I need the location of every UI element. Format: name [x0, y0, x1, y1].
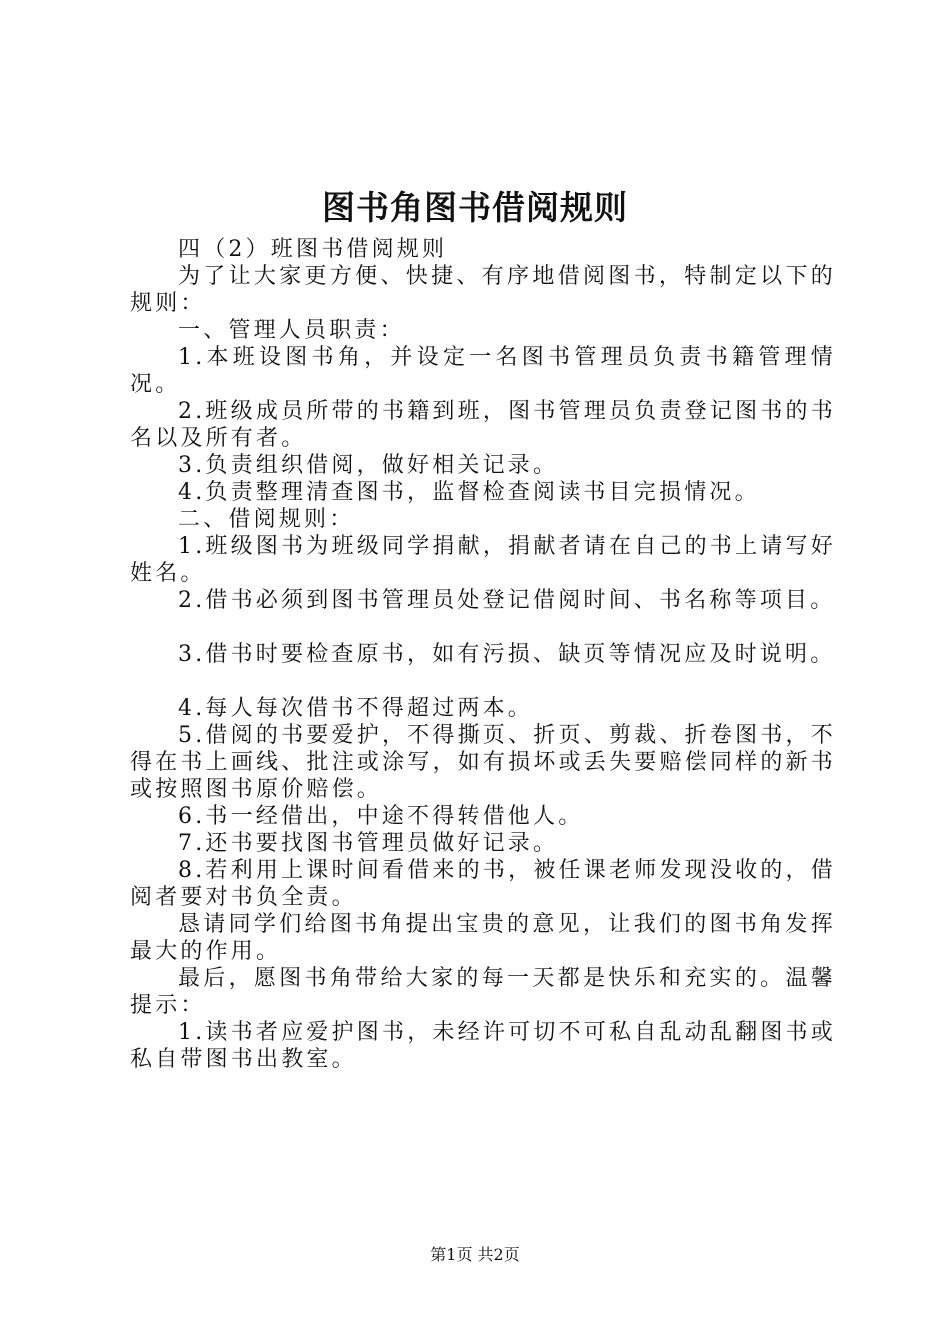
section-heading-borrowing-rules: 二、借阅规则：	[178, 507, 355, 532]
section-heading-manager-duties: 一、管理人员职责：	[178, 318, 405, 343]
list-item: 3.借书时要检查原书，如有污损、缺页等情况应及时说明。	[178, 642, 836, 667]
list-item: 3.负责组织借阅，做好相关记录。	[178, 453, 559, 478]
paragraph-intro: 为了让大家更方便、快捷、有序地借阅图书，特制定以下的规则：	[130, 264, 836, 316]
document-body	[130, 236, 836, 1073]
list-item: 1.本班设图书角，并设定一名图书管理员负责书籍管理情况。	[130, 345, 836, 397]
list-item: 7.还书要找图书管理员做好记录。	[178, 831, 559, 856]
list-item: 4.负责整理清查图书，监督检查阅读书目完损情况。	[178, 480, 760, 505]
list-item: 4.每人每次借书不得超过两本。	[178, 696, 533, 721]
list-item: 1.班级图书为班级同学捐献，捐献者请在自己的书上请写好姓名。	[130, 534, 836, 586]
paragraph-closing: 最后，愿图书角带给大家的每一天都是快乐和充实的。温馨提示：	[130, 966, 836, 1018]
list-item: 6.书一经借出，中途不得转借他人。	[178, 804, 584, 829]
page-footer: 第1页 共2页	[430, 1245, 520, 1264]
list-item: 2.借书必须到图书管理员处登记借阅时间、书名称等项目。	[178, 588, 836, 613]
list-item: 5.借阅的书要爱护，不得撕页、折页、剪裁、折卷图书，不得在书上画线、批注或涂写，如有损坏或丢失要赔偿同样的新书或按照图书原价赔偿。	[130, 723, 836, 802]
paragraph-request: 恳请同学们给图书角提出宝贵的意见，让我们的图书角发挥最大的作用。	[130, 912, 836, 964]
list-item: 8.若利用上课时间看借来的书，被任课老师发现没收的，借阅者要对书负全责。	[130, 858, 836, 910]
document-title: 图书角图书借阅规则	[322, 188, 628, 227]
paragraph-class-rules-heading: 四（2）班图书借阅规则	[178, 237, 448, 262]
list-item: 1.读书者应爱护图书，未经许可切不可私自乱动乱翻图书或私自带图书出教室。	[130, 1020, 836, 1072]
list-item: 2.班级成员所带的书籍到班，图书管理员负责登记图书的书名以及所有者。	[130, 399, 836, 451]
